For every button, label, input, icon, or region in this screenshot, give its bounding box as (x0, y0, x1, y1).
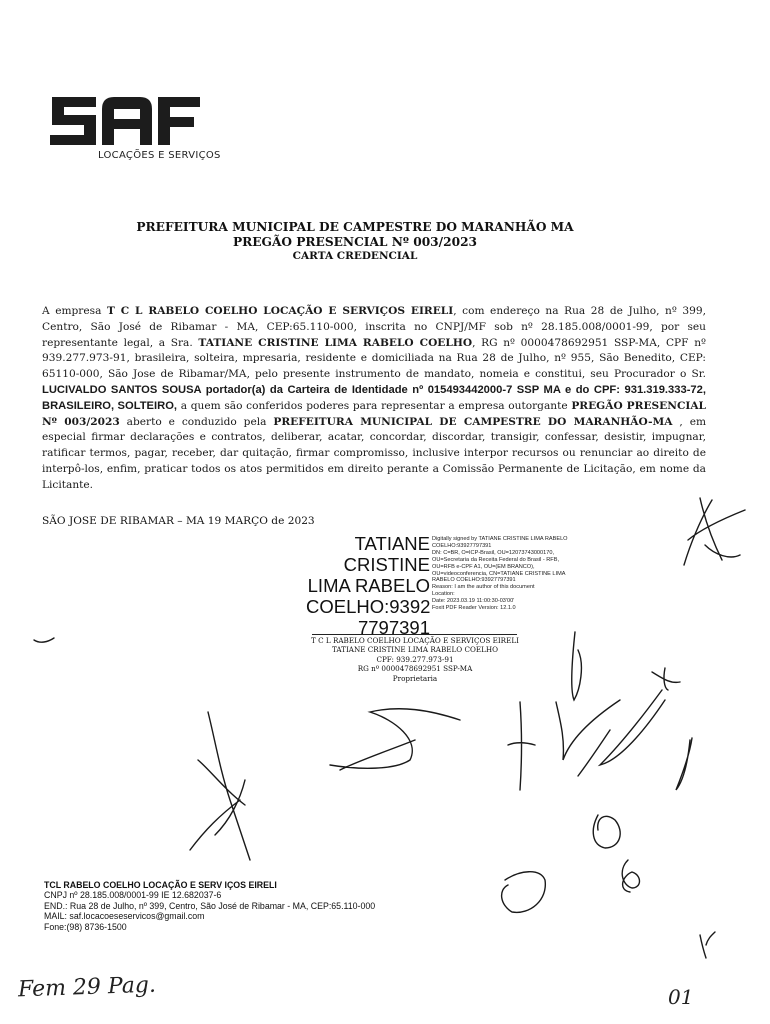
title-prefeitura: PREFEITURA MUNICIPAL DE CAMPESTRE DO MARANHÃO MA (136, 220, 574, 234)
footer-cnpj: CNPJ nº 28.185.008/0001-99 IE 12.682037-6 (44, 890, 222, 901)
text-segment: aberto e conduzido pela (119, 415, 274, 428)
signatory-role: Proprietaria (392, 673, 438, 683)
prefeitura-ref: PREFEITURA MUNICIPAL DE CAMPESTRE DO MARANHÃO-MA (273, 415, 673, 428)
company-name: T C L RABELO COELHO LOCAÇÃO E SERVIÇOS EIRELI (106, 305, 454, 317)
text-segment: mpresaria, residente e domiciliada na Rua 28 de Julho, nº 955, São Benedito, CEP: 65110-000, São Jose de Ribamar/MA, pelo presente instrumento de mandato, nomeia e constitui, seu Procurador o Sr. (42, 352, 706, 381)
signatory-company: T C L RABELO COELHO LOCAÇÃO E SERVIÇOS EIRELI (311, 636, 519, 645)
owner-name: TATIANE CRISTINE LIMA RABELO COELHO (198, 336, 473, 349)
text-segment: A empresa (42, 305, 107, 317)
text-segment: , em especial firmar declarações e contratos, deliberar, acatar, concordar, discordar, transigir, confessar, desistir, impugnar, ratificar termos, pagar, receber, dar quitação, firmar compromisso, inclusive interpor recursos ou renunciar ao direito de interpô-los, enfim, praticar todos os atos permitidos em direito perante a Comissão Permanente de Licitação, em nome da Licitante. (42, 415, 707, 491)
text-segment: a quem são conferidos poderes para representar a empresa outorgante (177, 399, 572, 412)
footer-email: MAIL: saf.locacoeseservicos@gmail.com (44, 911, 205, 922)
company-footer (44, 880, 504, 932)
text-segment: , com endereço na Rua 28 de Julho, nº 399, Centro, São José de Ribamar - MA, CEP:65.110-000, inscrita no CNPJ/MF sob nº 28.185.008/0001-99, por seu representante legal, a Sra. (42, 305, 706, 349)
pregao-ref: PREGÃO PRESENCIAL Nº 003/2023 (42, 399, 706, 428)
footer-phone: Fone:(98) 8736-1500 (44, 921, 127, 932)
footer-address: END.: Rua 28 de Julho, nº 399, Centro, São José de Ribamar - MA, CEP:65.110-000 (44, 900, 376, 911)
handwritten-page-count: Fem 29 Pag. (17, 972, 157, 1003)
title-carta: CARTA CREDENCIAL (292, 250, 418, 262)
text-segment: , RG nº 0000478692951 SSP-MA, CPF nº 939.277.973-91, brasileira, solteira, (42, 336, 707, 365)
title-pregao: PREGÃO PRESENCIAL Nº 003/2023 (232, 235, 478, 249)
signatory-name: TATIANE CRISTINE LIMA RABELO COELHO (331, 645, 499, 655)
digital-signature-details: Digitally signed by TATIANE CRISTINE LIMA RABELO COELHO:93927797391 DN: C=BR, O=ICP-Brasil, OU=12073743000170, OU=Secretaria da Receita Federal do Brasil - RFB, OU=RFB e-CPF A1, OU=(EM BRANCO), OU=videoconferencia, CN=TATIANE CRISTINE LIMA RABELO COELHO:93927797391 Reason: I am the author of this document Location: Date: 2023.03.19 11:00:30-03'00' Foxit PDF Reader Version: 12.1.0 (432, 536, 568, 612)
signatory-rg: RG nº 0000478692951 SSP-MA (357, 664, 473, 674)
digital-signature-name: TATIANE CRISTINE LIMA RABELO COELHO:9392 7797391 (306, 533, 431, 638)
signatory-cpf: CPF: 939.277.973-91 (376, 654, 454, 664)
handwritten-page-number: 01 (668, 985, 694, 1009)
footer-company: TCL RABELO COELHO LOCAÇÃO E SERV IÇOS EIRELI (44, 880, 277, 890)
logo-subtitle: LOCAÇÕES E SERVIÇOS (98, 150, 221, 161)
proxy-details: LUCIVALDO SANTOS SOUSA portador(a) da Carteira de Identidade nº 015493442000-7 SSP MA e do CPF: 931.319.333-72, BRASILEIRO, SOLTEIRO, (42, 383, 706, 412)
place-date: SÃO JOSE DE RIBAMAR – MA 19 MARÇO de 2023 (42, 515, 315, 527)
